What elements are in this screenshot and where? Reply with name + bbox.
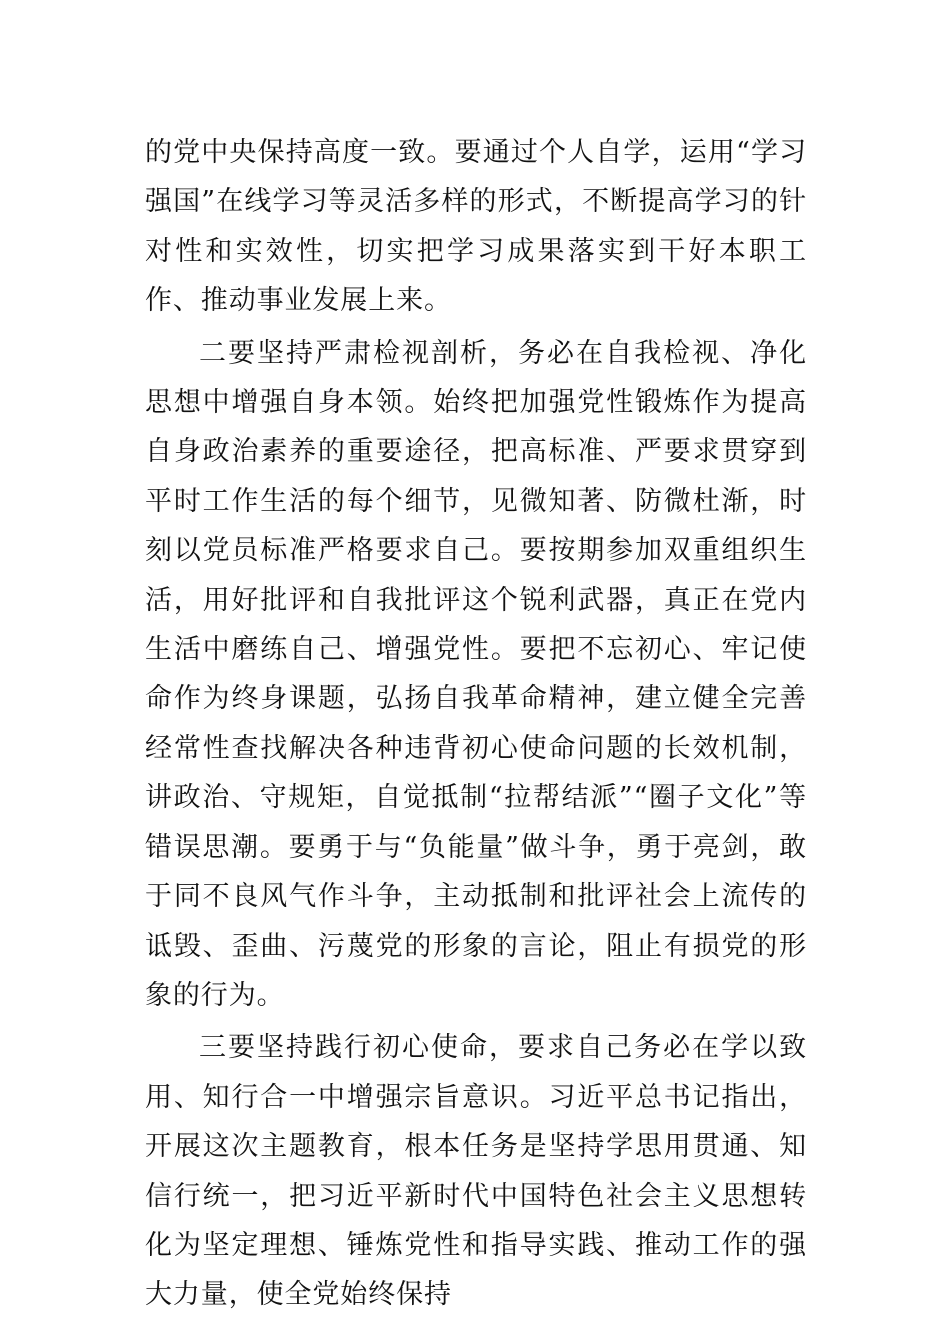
paragraph-third-requirement: 三要坚持践行初心使命，要求自己务必在学以致用、知行合一中增强宗旨意识。习近平总书记指出，开展这次主题教育，根本任务是坚持学思用贯通、知信行统一，把习近平新时代中国特色社会主义思想转化为坚定理想、锤炼党性和指导实践、推动工作的强大力量，使全党始终保持 bbox=[145, 1032, 807, 1311]
paragraph-second-requirement: 二要坚持严肃检视剖析，务必在自我检视、净化思想中增强自身本领。始终把加强党性锻炼作为提高自身政治素养的重要途径，把高标准、严要求贯穿到平时工作生活的每个细节，见微知著、防微杜渐，时刻以党员标准严格要求自己。要按期参加双重组织生活，用好批评和自我批评这个锐利武器，真正在党内生活中磨练自己、增强党性。要把不忘初心、牢记使命作为终身课题，弘扬自我革命精神，建立健全完善经常性查找解决各种违背初心使命问题的长效机制，讲政治、守规矩，自觉抵制“拉帮结派”“圈子文化”等错误思潮。要勇于与“负能量”做斗争，勇于亮剑，敢于同不良风气作斗争，主动抵制和批评社会上流传的诋毁、歪曲、污蔑党的形象的言论，阻止有损党的形象的行为。 bbox=[145, 337, 807, 1011]
paragraph-continuation: 的党中央保持高度一致。要通过个人自学，运用“学习强国”在线学习等灵活多样的形式，不断提高学习的针对性和实效性，切实把学习成果落实到干好本职工作、推动事业发展上来。 bbox=[145, 137, 807, 317]
document-body bbox=[145, 128, 807, 1320]
